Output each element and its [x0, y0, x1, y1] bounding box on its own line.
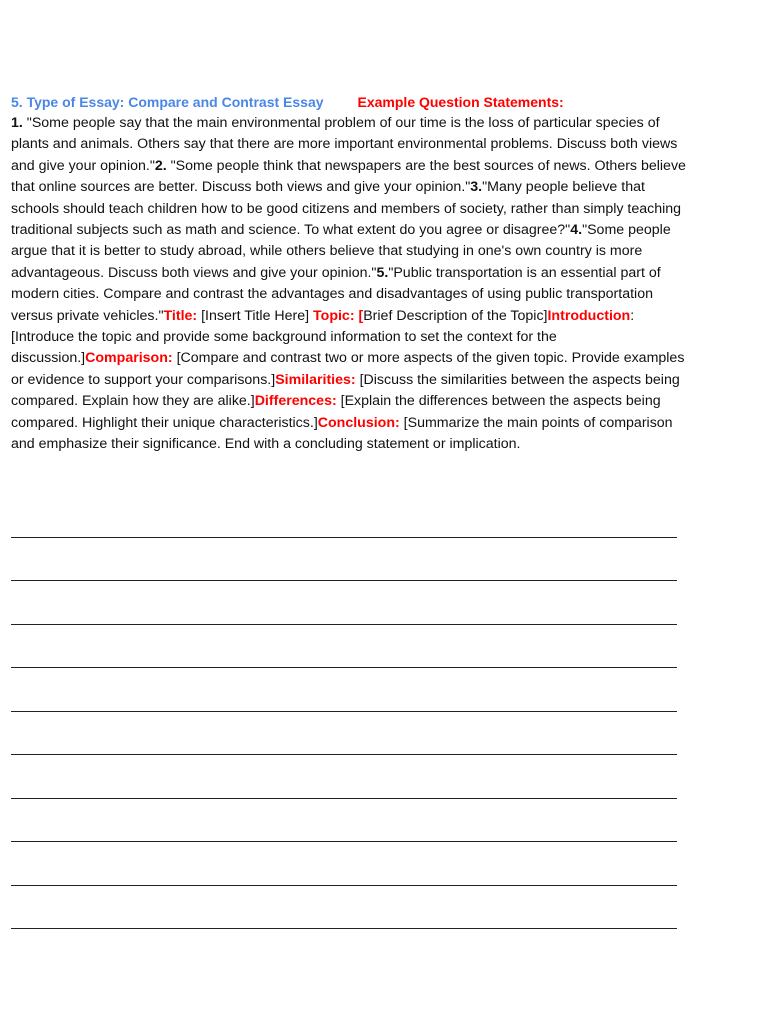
essay-prompt-section: [11, 92, 687, 456]
section-label-similarities: Similarities:: [275, 371, 356, 388]
answer-writing-line: [11, 494, 677, 538]
section-text-similarities: [Discuss the similarities between the aspects being compared. Explain how they are alike.]: [11, 371, 680, 410]
section-label-introduction: Introduction: [547, 307, 631, 324]
question-text: "Public transportation is an essential part of modern cities. Compare and contrast the advantages and disadvantages of using public transportation versus private vehicles.": [11, 264, 661, 324]
answer-writing-line: [11, 625, 677, 669]
section-text-conclusion: [Summarize the main points of comparison and emphasize their significance. End with a concluding statement or implication.: [11, 414, 673, 453]
answer-writing-line: [11, 712, 677, 756]
answer-writing-line: [11, 538, 677, 582]
answer-writing-line: [11, 886, 677, 930]
section-text-title: [Insert Title Here]: [197, 307, 314, 324]
heading-row: [11, 92, 687, 113]
section-text-differences: [Explain the differences between the aspects being compared. Highlight their unique characteristics.]: [11, 393, 661, 431]
answer-writing-line: [11, 842, 677, 886]
section-label-title: Title:: [163, 307, 198, 324]
section-text-topic: Brief Description of the Topic]: [363, 307, 548, 324]
question-text: "Some people say that the main environmental problem of our time is the loss of particular species of plants and animals. Others say that there are more important environmental problems. Discuss both views and give your opinion.": [11, 115, 678, 174]
answer-writing-line: [11, 581, 677, 625]
section-text-introduction: : [Introduce the topic and provide some background information to set the context for the discussion.]: [11, 307, 635, 367]
essay-type-heading: 5. Type of Essay: Compare and Contrast Essay: [11, 94, 324, 110]
section-label-conclusion: Conclusion:: [317, 414, 400, 431]
question-number: 2.: [154, 157, 167, 174]
question-number: 3.: [470, 179, 483, 196]
question-number: 4.: [570, 222, 583, 239]
question-text: "Some people argue that it is better to study abroad, while others believe that studying in one's own country is more advantageous. Discuss both views and give your opinion.": [11, 222, 671, 281]
question-text: "Some people think that newspapers are the best sources of news. Others believe that online sources are better. Discuss both views and give your opinion.": [11, 157, 686, 196]
question-text: "Many people believe that schools should teach children how to be good citizens and members of society, rather than simply teaching traditional subjects such as math and science. To what extent do you agree or disagree?": [11, 179, 682, 239]
question-number: 5.: [376, 264, 389, 281]
section-label-topic: Topic: [: [313, 307, 364, 324]
section-label-differences: Differences:: [254, 393, 337, 410]
answer-writing-line: [11, 799, 677, 843]
example-questions-heading: Example Question Statements:: [357, 94, 564, 110]
section-label-comparison: Comparison:: [85, 350, 173, 367]
answer-writing-line: [11, 755, 677, 799]
answer-lines: [11, 494, 677, 929]
answer-writing-line: [11, 668, 677, 712]
question-number: 1.: [11, 115, 23, 131]
prompt-paragraph: [11, 113, 687, 456]
section-text-comparison: [Compare and contrast two or more aspects of the given topic. Provide examples or evidence to support your comparisons.]: [11, 350, 685, 388]
